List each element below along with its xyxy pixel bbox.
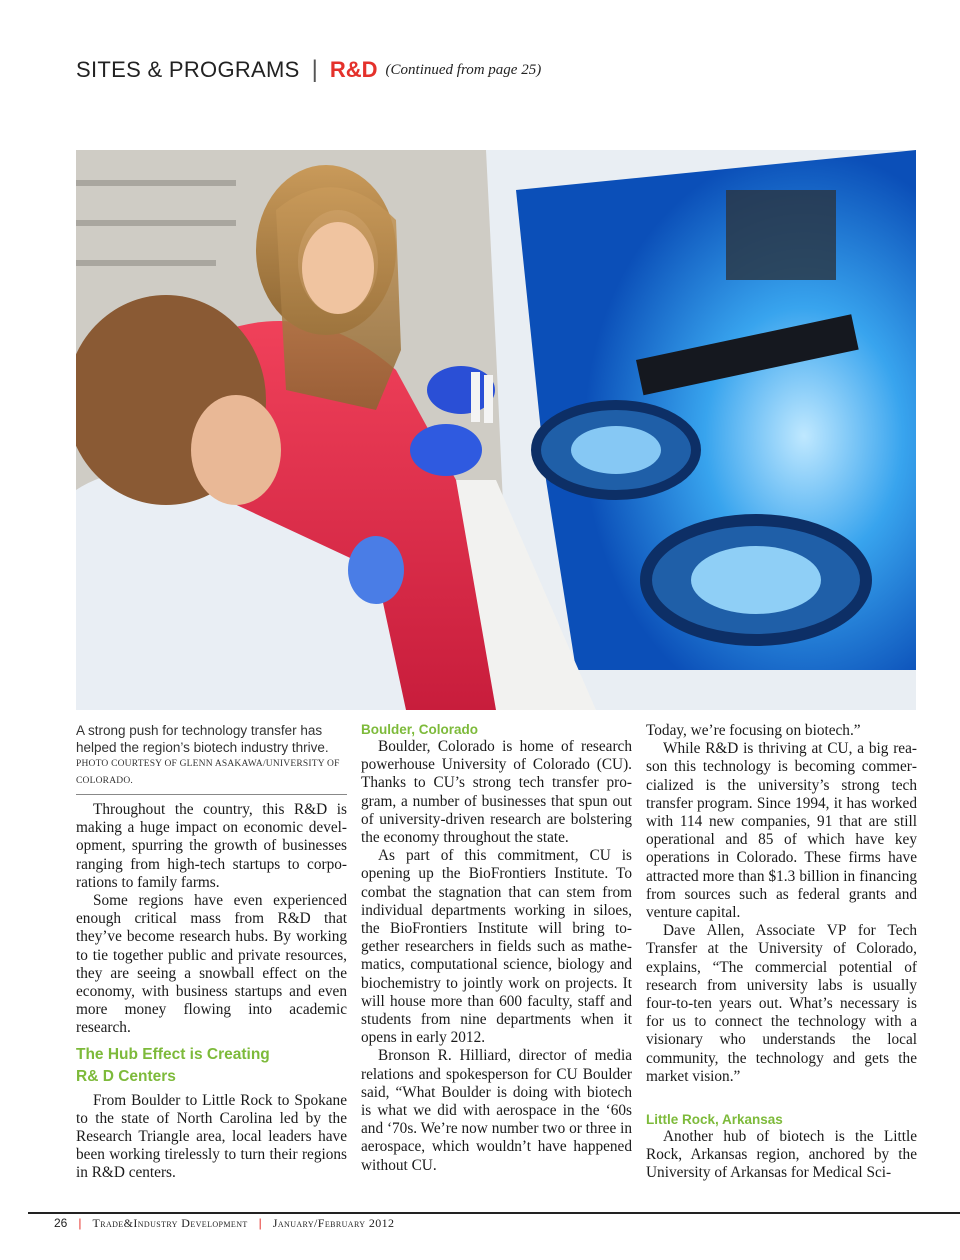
photo-credit: PHOTO COURTESY OF GLENN ASAKAWA/UNIVERSITY OF COLORADO. (76, 759, 340, 786)
paragraph: From Boulder to Little Rock to Spokane to the state of North Carolina led by the Research Triangle area, local leaders have been working tirelessly to turn their regions in R&D centers. (76, 1091, 347, 1182)
section-title: SITES & PROGRAMS (76, 57, 300, 82)
lab-photo-icon (76, 150, 916, 710)
subheading-little-rock: Little Rock, Arkansas (646, 1112, 783, 1128)
column-1 (76, 722, 347, 1183)
publication-name: Trade&Industry Development (92, 1216, 248, 1230)
subheading-hub-effect (76, 1044, 347, 1088)
lab-photo (76, 150, 916, 710)
column-2 (361, 722, 632, 1175)
subheading-line: The Hub Effect is Creating (76, 1045, 270, 1063)
paragraph: While R&D is thriving at CU, a big reason this technology is becoming commercialized is the university’s strong tech transfer program. Since 1994, it has worked with 114 new companies, 91 that are still operational and 85 of which have key operations in Colorado. These firms have attracted more than $1.3 billion in financing from sources such as federal grants and venture capital. (646, 740, 917, 922)
page-number: 26 (54, 1216, 68, 1230)
column-3 (646, 722, 917, 1183)
page-footer (54, 1216, 394, 1231)
paragraph: Another hub of biotech is the Little Rock, Arkansas region, anchored by the University of Arkansas for Medical Sci- (646, 1128, 917, 1182)
footer-separator: | (78, 1216, 82, 1230)
paragraph: Boulder, Colorado is home of research powerhouse University of Colorado (CU). Thanks to CU’s strong tech transfer program, a number of businesses that spun out of university-driven research are bolstering the economy throughout the state. (361, 738, 632, 847)
footer-divider (28, 1212, 960, 1214)
paragraph: Today, we’re focusing on biotech.” (646, 722, 861, 739)
subheading-line: R& D Centers (76, 1067, 176, 1085)
paragraph: Bronson R. Hilliard, director of media relations and spokesperson for CU Boulder said, “What Boulder is doing with biotech is what we did with aerospace in the ‘60s and ‘70s. We’re now number two or three in aerospace, which wouldn’t have happened without CU. (361, 1047, 632, 1174)
page-header (76, 52, 541, 88)
paragraph: Some regions have even experienced enough critical mass from R&D that they’ve become research hubs. By working to tie together public and private resources, they are seeing a snowball effect on the economy, with business startups and even more money flowing into academic research. (76, 892, 347, 1037)
header-separator: | (311, 56, 318, 83)
photo-caption: A strong push for technology transfer has helped the region’s biotech industry thrive. (76, 723, 329, 755)
footer-separator: | (258, 1216, 262, 1230)
paragraph: Dave Allen, Associate VP for Tech Transfer at the University of Colorado, explains, “The commercial potential of research from university labs is usually four-to-ten years out. What’s necessary is for us to connect the technology with a visionary who understands the local community, the technology and gets the market vision.” (646, 922, 917, 1085)
topic-label: R&D (329, 57, 378, 82)
paragraph: As part of this commitment, CU is opening up the BioFrontiers Institute. To combat the stagnation that can stem from individual departments working in siloes, the BioFrontiers Institute will bring together researchers in fields such as mathematics, computational science, biology and biochemistry to jointly work on projects. It will house more than 600 faculty, staff and students from nine departments when it opens in early 2012. (361, 847, 632, 1047)
issue-date: January/February 2012 (272, 1216, 395, 1230)
caption-divider (76, 794, 347, 795)
paragraph: Throughout the country, this R&D is making a huge impact on economic development, spurring the growth of businesses ranging from high-tech startups to corporations to family farms. (76, 801, 347, 891)
continued-note: (Continued from page 25) (385, 61, 542, 78)
subheading-boulder: Boulder, Colorado (361, 722, 479, 737)
